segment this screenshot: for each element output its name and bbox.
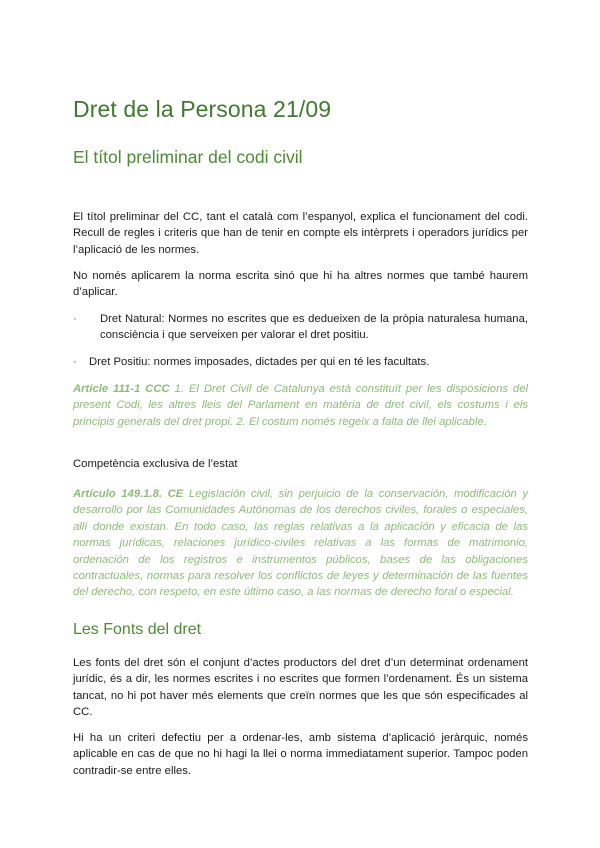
paragraph-criteri: Hi ha un criteri defectiu per a ordenar-les, amb sistema d’aplicació jeràrquic, només aplicable en cas de que no hi hagi la llei o norma immediatament superior. Tampoc poden contradir-se entre elles.: [73, 732, 528, 777]
section-heading-fonts-del-dret: Les Fonts del dret: [73, 621, 202, 638]
paragraph-normes: No només aplicarem la norma escrita sinó que hi ha altres normes que també haurem d’aplicar.: [73, 270, 528, 299]
list-item-dret-natural: [73, 311, 528, 344]
list-item-text: Dret Positiu: normes imposades, dictades per qui en té les facultats.: [89, 356, 430, 368]
section-heading-titol-preliminar: El títol preliminar del codi civil: [73, 147, 303, 167]
document-title: Dret de la Persona 21/09: [73, 96, 332, 122]
bullet-mark: ·: [73, 356, 77, 368]
citation-text: Legislación civil, sin perjuicio de la conservación, modificación y desarrollo por las Comunidades Autónomas de los derechos civiles, forales o especiales, allí donde existan. En todo caso, las reglas relativas a la aplicación y eficacia de las normas jurídicas, relaciones jurídico-civiles relativas a las formas de matrimonio, ordenación de los registros e instrumentos públicos, bases de las obligaciones contractuales, normas para resolver los conflictos de leyes y determinación de las fuentes del derecho, con respeto, en este último caso, a las normas de derecho foral o especial.: [73, 488, 529, 599]
citation-reference: Artículo 149.1.8. CE: [73, 488, 184, 500]
citation-reference: Article 111-1 CCC: [73, 383, 170, 395]
list-item-dret-positiu: [73, 354, 528, 370]
citation-articulo-149: [73, 486, 528, 601]
citation-article-111-1: [73, 381, 528, 430]
bullet-mark: ·: [73, 313, 77, 325]
paragraph-fonts: Les fonts del dret són el conjunt d’actes productors del dret d’un determinat ordenament jurídic, és a dir, les normes escrites i no escrites que formen l’ordenament. És un sistema tancat, no hi pot haver més elements que creïn normes que les que són especificades al CC.: [73, 657, 528, 719]
paragraph-competencia: Competència exclusiva de l’estat: [73, 458, 238, 470]
citation-text: 1. El Dret Civil de Catalunya està constituït per les disposicions del present Codi, les altres lleis del Parlament en matèria de dret civil, els costums i els principis generals del dret propi. 2. El costum només regeix a falta de llei aplicable.: [73, 383, 528, 428]
list-item-text: Dret Natural: Normes no escrites que es dedueixen de la pròpia naturalesa humana, consciència i que serveixen per valorar el dret positiu.: [100, 313, 528, 342]
paragraph-intro: El títol preliminar del CC, tant el català com l’espanyol, explica el funcionament del codi. Recull de regles i criteris que han de tenir en compte els intèrprets i operadors jurídics per l’aplicació de les normes.: [73, 211, 528, 256]
